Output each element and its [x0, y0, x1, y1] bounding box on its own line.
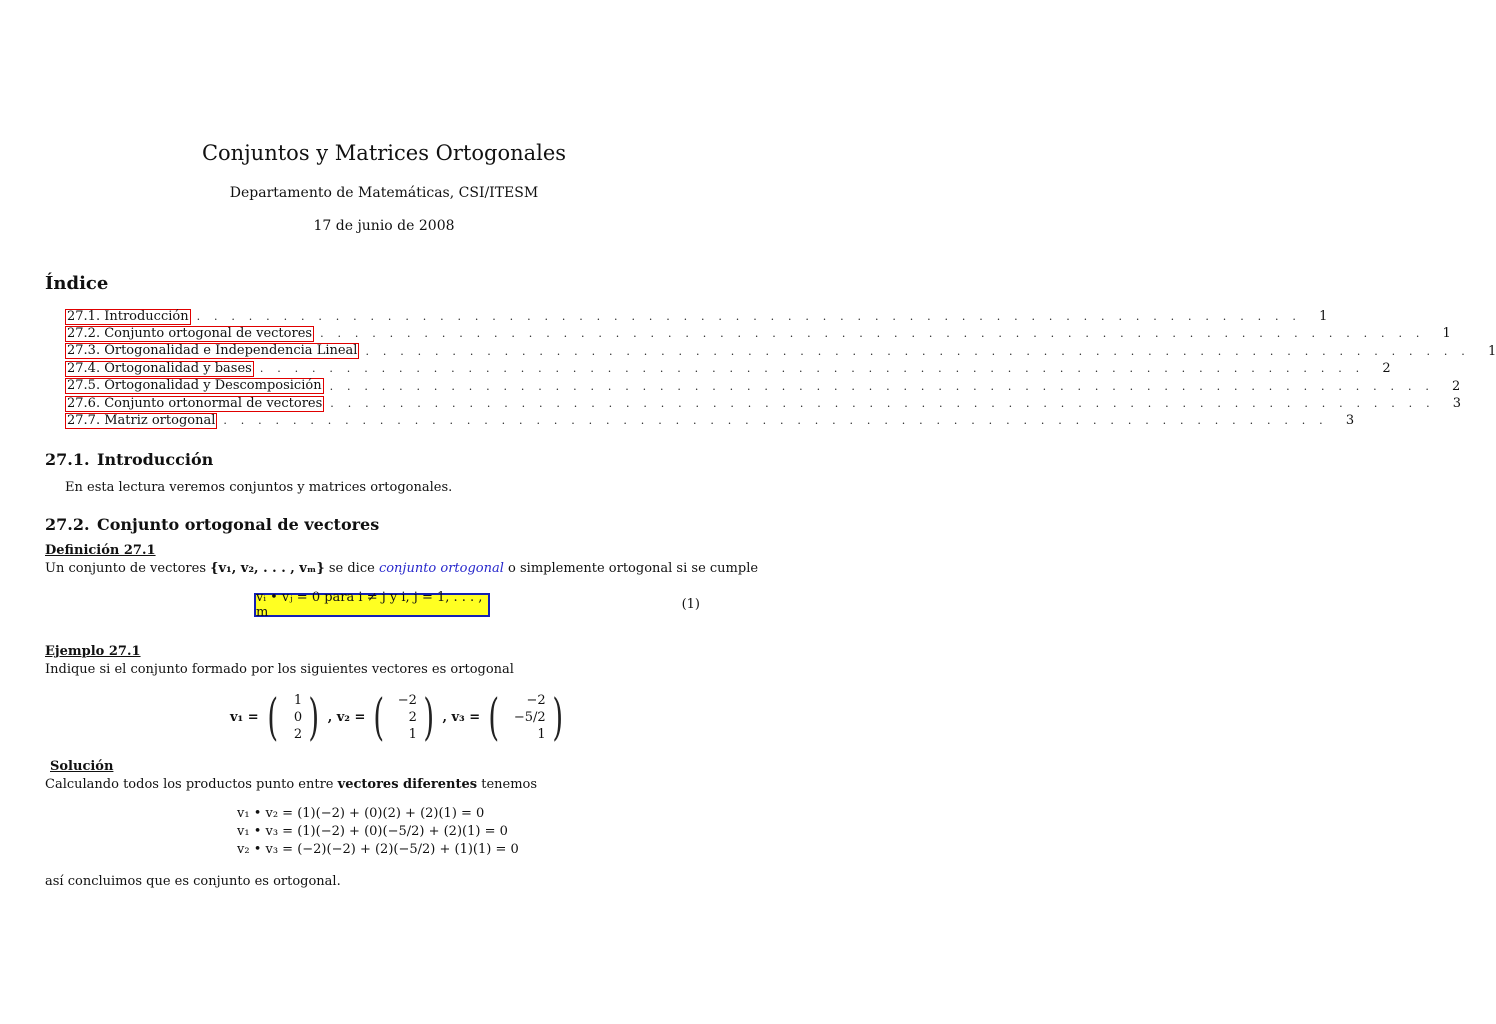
- equation-text: vᵢ • vⱼ = 0 para i ≠ j y i, j = 1, . . . , m: [256, 590, 483, 620]
- index-heading: Índice: [45, 273, 109, 294]
- left-paren: (: [488, 688, 500, 746]
- right-paren: ): [423, 688, 435, 746]
- example-text: Indique si el conjunto formado por los siguientes vectores es ortogonal: [45, 662, 514, 677]
- toc-leader: . . . . . . . . . . . . . . . . . . . . . . . . . . . . . . . . . . . . . . . . . . . . . . . . . . . . . . . . . . . . . . . .: [223, 414, 1328, 428]
- toc-link[interactable]: 27.7. Matriz ortogonal: [67, 413, 216, 429]
- toc-leader: . . . . . . . . . . . . . . . . . . . . . . . . . . . . . . . . . . . . . . . . . . . . . . . . . . . . . . . . . . . . . . . .: [365, 344, 1470, 358]
- document-title: Conjuntos y Matrices Ortogonales: [201, 141, 567, 165]
- toc-page: 3: [1452, 395, 1462, 411]
- section-heading-introduccion: [45, 450, 213, 469]
- table-of-contents: [65, 308, 1496, 430]
- solution-label: Solución: [50, 759, 114, 774]
- dot-product-line: v₁ • v₂ = (1)(−2) + (0)(2) + (2)(1) = 0: [237, 806, 485, 821]
- solution-text: [45, 777, 537, 792]
- example-label: Ejemplo 27.1: [45, 644, 141, 659]
- toc-page: 1: [1442, 326, 1451, 342]
- vector-entry: −2: [526, 692, 546, 708]
- toc-row: [65, 360, 1391, 377]
- solution-text-bold: vectores diferentes: [337, 777, 478, 792]
- toc-page: 1: [1319, 309, 1328, 324]
- vector-entry: 2: [408, 709, 417, 725]
- vectors-display: [230, 690, 571, 744]
- vector-name: , v₂ =: [327, 709, 366, 725]
- intro-paragraph: En esta lectura veremos conjuntos y matrices ortogonales.: [65, 480, 453, 495]
- equation-number: (1): [681, 597, 700, 612]
- right-paren: ): [552, 688, 563, 746]
- definition-text-b: se dice: [328, 561, 375, 576]
- department: Departamento de Matemáticas, CSI/ITESM: [229, 185, 539, 201]
- section-title: Conjunto ortogonal de vectores: [97, 515, 380, 534]
- left-paren: (: [373, 688, 385, 746]
- highlighted-equation: [254, 590, 490, 620]
- toc-leader: . . . . . . . . . . . . . . . . . . . . . . . . . . . . . . . . . . . . . . . . . . . . . . . . . . . . . . . . . . . . . . . .: [329, 379, 1435, 393]
- toc-link[interactable]: 27.4. Ortogonalidad y bases: [67, 360, 252, 376]
- section-title: Introducción: [97, 450, 214, 469]
- vector-entry: 1: [293, 692, 303, 708]
- column-vector: [369, 690, 438, 744]
- column-vector: [263, 690, 324, 744]
- toc-link[interactable]: 27.3. Ortogonalidad e Independencia Lineal: [67, 343, 358, 359]
- toc-page: 1: [1487, 343, 1496, 359]
- toc-row: [65, 343, 1496, 360]
- right-paren: ): [308, 688, 320, 746]
- vector-entry: −2: [397, 692, 417, 708]
- toc-page: 2: [1452, 378, 1461, 394]
- vector-entry: 1: [537, 726, 546, 742]
- toc-row: [65, 378, 1461, 395]
- column-vector: [484, 690, 567, 744]
- vector-entry: 0: [293, 709, 303, 725]
- definition-label: Definición 27.1: [45, 543, 156, 558]
- vector-entry: 1: [408, 726, 417, 742]
- toc-link[interactable]: 27.1. Introducción: [67, 308, 189, 324]
- toc-leader: . . . . . . . . . . . . . . . . . . . . . . . . . . . . . . . . . . . . . . . . . . . . . . . . . . . . . . . . . . . . . . . .: [320, 327, 1425, 341]
- dot-product-line: v₂ • v₃ = (−2)(−2) + (2)(−5/2) + (1)(1) = 0: [237, 842, 519, 857]
- solution-text-b: tenemos: [481, 777, 538, 792]
- toc-row: [65, 308, 1328, 325]
- date: 17 de junio de 2008: [313, 218, 455, 234]
- toc-page: 2: [1382, 361, 1391, 377]
- vector-entry: −5/2: [513, 709, 546, 725]
- toc-row: [65, 395, 1462, 412]
- section-heading-conjunto-ortogonal: [45, 515, 379, 534]
- toc-row: [65, 412, 1355, 429]
- conclusion-text: así concluimos que es conjunto es ortogonal.: [45, 874, 341, 889]
- section-number: 27.1.: [45, 450, 90, 469]
- toc-page: 3: [1345, 413, 1355, 429]
- toc-leader: . . . . . . . . . . . . . . . . . . . . . . . . . . . . . . . . . . . . . . . . . . . . . . . . . . . . . . . . . . . . . . . .: [196, 310, 1302, 323]
- toc-link[interactable]: 27.6. Conjunto ortonormal de vectores: [67, 395, 323, 411]
- vector-set: {v₁, v₂, . . . , vₘ}: [210, 561, 325, 576]
- dot-product-line: v₁ • v₃ = (1)(−2) + (0)(−5/2) + (2)(1) = 0: [237, 824, 508, 839]
- toc-leader: . . . . . . . . . . . . . . . . . . . . . . . . . . . . . . . . . . . . . . . . . . . . . . . . . . . . . . . . . . . . . . . .: [259, 362, 1365, 376]
- definition-text-a: Un conjunto de vectores: [45, 561, 206, 576]
- toc-link[interactable]: 27.2. Conjunto ortogonal de vectores: [67, 326, 313, 342]
- vector-name: , v₃ =: [442, 709, 481, 725]
- toc-row: [65, 325, 1451, 342]
- vector-name: v₁ =: [230, 709, 259, 725]
- left-paren: (: [267, 688, 278, 746]
- definition-text: [45, 561, 758, 576]
- solution-text-a: Calculando todos los productos punto entre: [45, 777, 334, 792]
- toc-leader: . . . . . . . . . . . . . . . . . . . . . . . . . . . . . . . . . . . . . . . . . . . . . . . . . . . . . . . . . . . . . . . .: [330, 396, 1435, 410]
- definition-text-c: o simplemente ortogonal si se cumple: [508, 561, 759, 576]
- definition-term: conjunto ortogonal: [378, 561, 504, 576]
- toc-link[interactable]: 27.5. Ortogonalidad y Descomposición: [67, 378, 322, 394]
- vector-entry: 2: [293, 726, 303, 742]
- section-number: 27.2.: [45, 515, 90, 534]
